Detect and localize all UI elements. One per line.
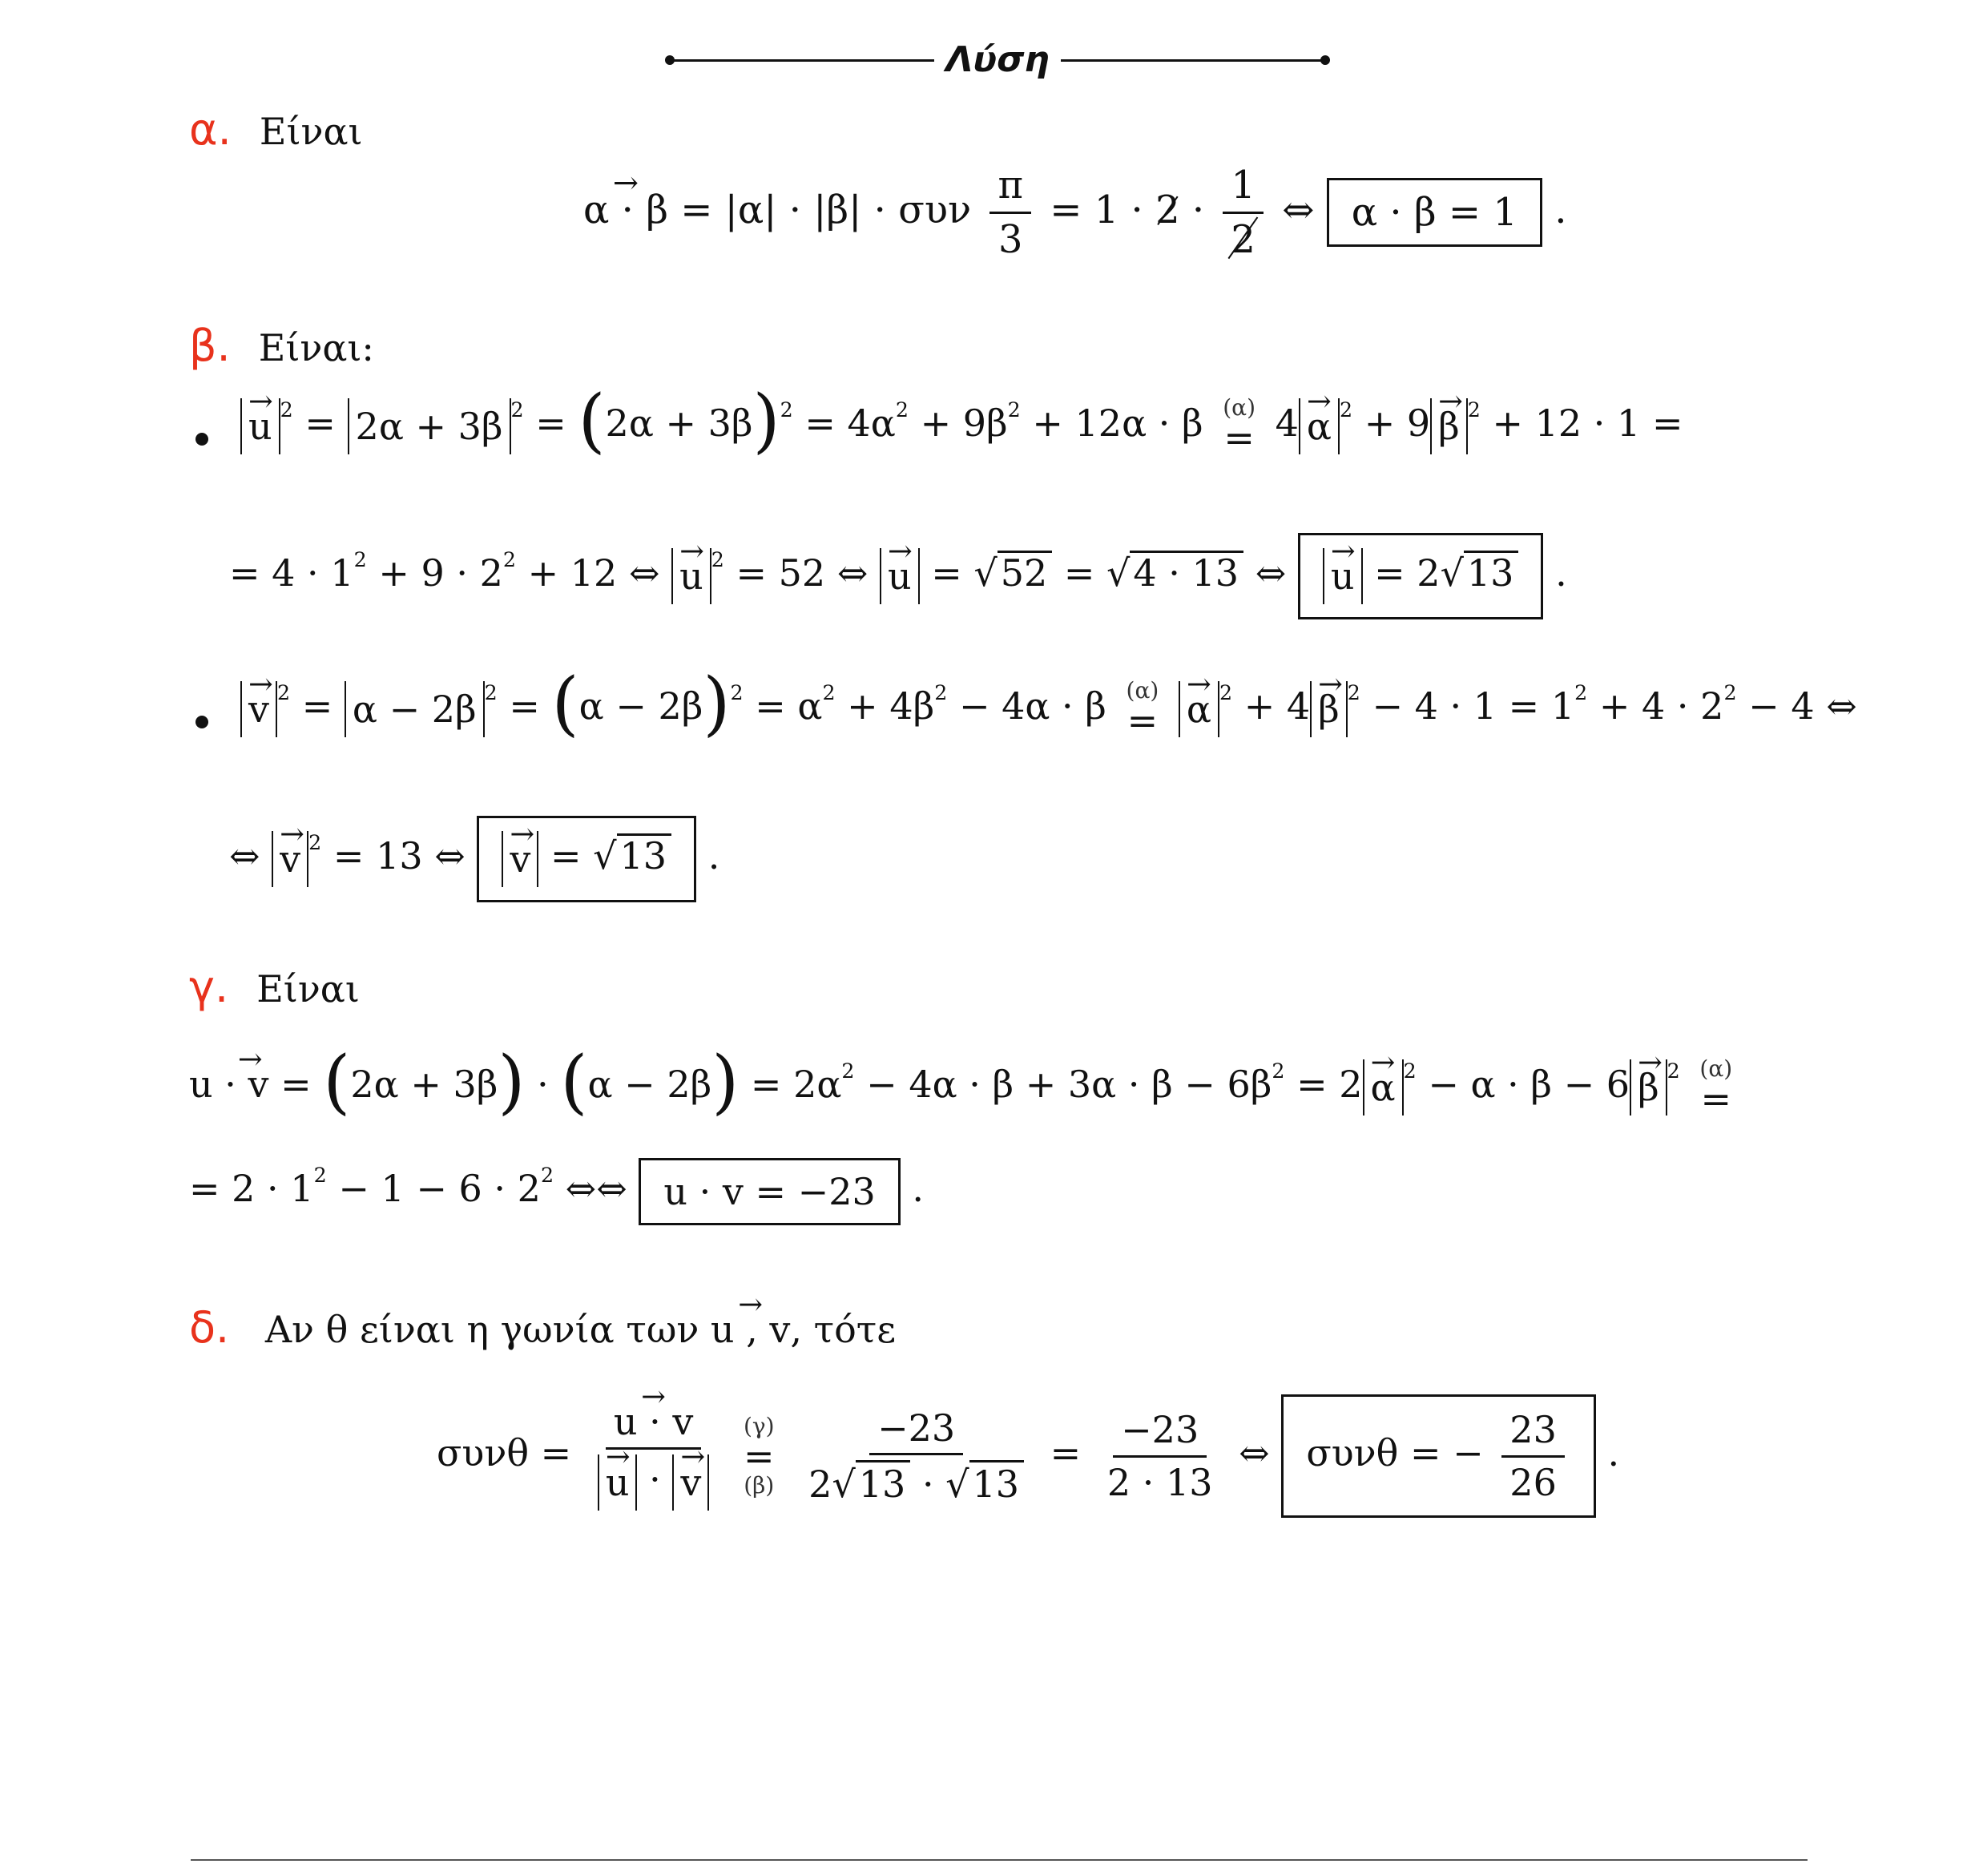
part-a-intro: Είναι xyxy=(259,110,363,153)
part-b-u-boxed-sqrt xyxy=(1440,551,1519,595)
part-b-v-sq7: 2 xyxy=(1347,680,1360,704)
part-b-bullet-v xyxy=(195,716,208,728)
part-b-v-norm-expr: α − 2β xyxy=(345,681,485,737)
part-b-v-ref xyxy=(1126,677,1159,742)
part-a-eq-mid: = |α| · |β| · συν xyxy=(680,187,972,232)
part-c-p2: α − 2β xyxy=(587,1063,712,1106)
part-c2-period: . xyxy=(912,1167,924,1210)
part-c-lparen2: ( xyxy=(560,1040,588,1123)
part-d-ref-eq: = xyxy=(743,1434,775,1479)
part-b-v-beta: → β xyxy=(1318,691,1340,728)
part-b-v-t6: + 4β xyxy=(847,684,935,728)
part-b-u-eq2: = xyxy=(535,401,566,445)
part-a-cancel-2-den: 2 xyxy=(1223,214,1264,261)
part-d-den1-u: → u xyxy=(606,1464,630,1501)
part-d-den2 xyxy=(800,1455,1032,1505)
part-b-v-line1 xyxy=(240,662,1857,744)
part-d-den2-r1: 13 xyxy=(856,1460,911,1505)
part-b-v-t8: + 4 xyxy=(1243,684,1311,728)
part-b-u-line2 xyxy=(229,533,1567,619)
part-d-den2-a: 2 xyxy=(808,1462,832,1507)
part-b-u-t5: = 4α xyxy=(804,401,896,445)
part-b-u-ref-eq: = xyxy=(1223,416,1255,459)
part-b-u-eq1: = xyxy=(304,401,336,445)
part-b-u-boxed-result xyxy=(1298,533,1544,619)
part-b-u-sq5: 2 xyxy=(1007,397,1021,422)
part-b-v-t9: − 4 · 1 = 1 xyxy=(1372,684,1575,728)
part-d-den1-v: → v xyxy=(680,1464,701,1501)
part-b-v-t5: = α xyxy=(755,684,823,728)
part-c-t2: − 4α · β + 3α · β − 6β xyxy=(866,1063,1272,1106)
part-b-u-alpha: → α xyxy=(1307,408,1332,445)
part-b-sqrt-4x13-sign: √ xyxy=(1106,551,1131,595)
part-b-u2-period: . xyxy=(1555,551,1567,595)
part-b-v2-t1: ⇔ xyxy=(229,834,260,877)
part-c-ref-eq: = xyxy=(1700,1077,1732,1120)
part-d-heading xyxy=(189,1302,896,1353)
part-d-den1 xyxy=(590,1450,718,1511)
part-b-u-ref xyxy=(1223,394,1255,459)
part-c-ref xyxy=(1699,1055,1733,1120)
part-b-v-t3: = xyxy=(509,684,540,728)
part-d-frac1 xyxy=(590,1402,718,1511)
part-d-intro-b: → u , v xyxy=(711,1308,790,1351)
part-a-pi: π xyxy=(989,164,1031,214)
part-b-u-paren-expr: 2α + 3β xyxy=(605,401,753,445)
part-b-u2-t4: = 52 ⇔ xyxy=(736,551,869,595)
part-b-v-t1: = xyxy=(301,684,333,728)
part-b-v-sq2: 2 xyxy=(484,680,498,704)
part-b-v-sq8: 2 xyxy=(1574,680,1588,704)
part-b-u-boxed-u: → u xyxy=(1331,558,1355,595)
part-b-v2-period: . xyxy=(707,834,720,877)
part-b-u2-t5: = xyxy=(931,551,962,595)
part-d-frac2 xyxy=(800,1408,1032,1505)
part-b-u-norm-expr: 2α + 3β xyxy=(348,398,511,454)
part-c-lparen1: ( xyxy=(323,1040,351,1123)
part-c-sq1: 2 xyxy=(841,1059,855,1083)
part-b-u2-t1: = 4 · 1 xyxy=(229,551,354,595)
part-a-pi-over-3 xyxy=(989,164,1031,261)
part-c-beta: → β xyxy=(1638,1069,1659,1106)
part-d-eq: = xyxy=(1050,1431,1082,1475)
part-a-boxed-result: α · β = 1 xyxy=(1327,178,1542,247)
part-b-u2-u: → u xyxy=(679,558,703,595)
part-b-v-ref-label: (α) xyxy=(1126,677,1159,704)
part-c-label: γ. xyxy=(189,962,229,1012)
part-b-v-boxed-rhs: = xyxy=(550,834,582,877)
part-c-sq3: 2 xyxy=(1403,1059,1417,1083)
part-b-u-lparen: ( xyxy=(578,379,606,462)
part-b-u-beta: → β xyxy=(1438,408,1460,445)
part-b-v-paren-expr: α − 2β xyxy=(578,684,703,728)
part-d-num3: −23 xyxy=(1113,1410,1207,1458)
part-a-three: 3 xyxy=(998,216,1023,262)
part-d-den2-r2: 13 xyxy=(969,1460,1025,1505)
part-b-u-t7: + 12α · β xyxy=(1032,401,1203,445)
part-d-den2-sqrt1-sign: √ xyxy=(832,1462,856,1507)
part-d-boxed-lhs: συνθ = − xyxy=(1306,1431,1484,1475)
part-b-v-t7: − 4α · β xyxy=(958,684,1106,728)
part-a-label: α. xyxy=(189,104,232,155)
part-d-boxed-frac xyxy=(1501,1410,1565,1503)
part-b-v-sq3: 2 xyxy=(730,680,744,704)
part-b-v-boxed-v: → v xyxy=(510,841,530,877)
part-d-den1-dot: · xyxy=(649,1457,661,1501)
part-b-u2-sq2: 2 xyxy=(502,547,516,571)
part-b-v2-sq: 2 xyxy=(308,830,322,854)
part-b-v-sq6: 2 xyxy=(1219,680,1233,704)
part-b-v-boxed-result xyxy=(477,816,696,902)
part-c-line2 xyxy=(189,1158,924,1225)
part-b-sqrt-52-sign: √ xyxy=(973,551,998,595)
part-c-alpha: → α xyxy=(1371,1069,1396,1106)
part-a-eq-after: = 1 · xyxy=(1050,187,1143,232)
part-b-v-sq9: 2 xyxy=(1723,680,1737,704)
part-a-equation xyxy=(583,164,1566,261)
part-d-period: . xyxy=(1607,1431,1620,1475)
part-c-intro: Είναι xyxy=(256,967,360,1011)
part-b-u-sq3: 2 xyxy=(780,397,793,422)
part-d-iff: ⇔ xyxy=(1239,1431,1270,1475)
part-d-intro-c: , τότε xyxy=(790,1308,897,1351)
part-c-boxed-result: u · v = −23 xyxy=(639,1158,900,1225)
part-b-v-rparen: ) xyxy=(703,662,731,744)
part-a-heading xyxy=(189,104,363,155)
part-d-num1: → u · v xyxy=(606,1402,701,1450)
part-d-num2: −23 xyxy=(869,1408,963,1456)
part-c-rparen1: ) xyxy=(498,1040,526,1123)
part-b-v2-t2: = 13 ⇔ xyxy=(333,834,466,877)
part-b-u-t6: + 9β xyxy=(920,401,1008,445)
part-c-ref-label: (α) xyxy=(1699,1055,1733,1082)
part-b-v-t10: + 4 · 2 xyxy=(1598,684,1724,728)
part-c-t3: = 2 xyxy=(1296,1063,1363,1106)
part-c2-t1: = 2 · 1 xyxy=(189,1167,314,1210)
part-b-v-ref-eq: = xyxy=(1127,699,1159,742)
part-b-sqrt-52-rad: 52 xyxy=(998,551,1053,591)
part-b-u-sq6: 2 xyxy=(1339,397,1353,422)
part-d-den2-sqrt1 xyxy=(832,1460,910,1505)
part-b-u-line1 xyxy=(240,379,1683,462)
part-b-u2-u2: → u xyxy=(888,558,912,595)
part-b-u-t9: + 9 xyxy=(1364,401,1431,445)
part-b-bullet-u xyxy=(195,433,208,446)
part-d-intro-a: Αν θ είναι η γωνία των xyxy=(264,1308,699,1351)
part-b-u2-t6: = xyxy=(1063,551,1095,595)
part-d-ref-bot: (β) xyxy=(744,1472,775,1499)
part-a-dot-lhs: → α · β xyxy=(583,191,668,229)
part-b-u2-sq1: 2 xyxy=(353,547,367,571)
part-c-p1: 2α + 3β xyxy=(350,1063,498,1106)
part-c-t1: = 2α xyxy=(750,1063,842,1106)
part-c2-sq1: 2 xyxy=(313,1163,327,1187)
part-c2-sq2: 2 xyxy=(540,1163,554,1187)
part-b-u-boxed-rhs: = 2 xyxy=(1374,551,1441,595)
part-b-sqrt-4x13 xyxy=(1106,551,1243,595)
part-b-v-sq5: 2 xyxy=(934,680,948,704)
part-b-u-symbol: → u xyxy=(248,408,272,445)
part-b-u-boxed-sqrt-rad: 13 xyxy=(1464,551,1519,591)
part-d-refs xyxy=(744,1415,775,1497)
part-a-one-half xyxy=(1223,164,1264,261)
part-c-rparen2: ) xyxy=(711,1040,740,1123)
part-b-v-sq1: 2 xyxy=(277,680,291,704)
part-c-sq2: 2 xyxy=(1272,1059,1285,1083)
footer-rule xyxy=(191,1859,1808,1861)
part-d-den2-sqrt2-sign: √ xyxy=(945,1462,969,1507)
part-c-line1 xyxy=(189,1040,1740,1123)
part-b-sqrt-52 xyxy=(973,551,1052,595)
part-d-den2-sqrt2 xyxy=(945,1460,1024,1505)
part-d-num4: 23 xyxy=(1501,1410,1565,1458)
solution-header xyxy=(665,32,1330,88)
part-b-v-alpha: → α xyxy=(1187,691,1211,728)
part-a-one: 1 xyxy=(1223,164,1264,214)
part-b-u2-t3: + 12 ⇔ xyxy=(527,551,660,595)
part-b-v-t11: − 4 ⇔ xyxy=(1748,684,1857,728)
part-b-v-sq4: 2 xyxy=(822,680,836,704)
part-c2-t3: ⇔⇔ xyxy=(565,1167,627,1210)
part-d-frac3 xyxy=(1099,1410,1221,1503)
part-b-u2-t7: ⇔ xyxy=(1255,551,1287,595)
part-c-sq4: 2 xyxy=(1667,1059,1680,1083)
part-b-label: β. xyxy=(189,321,231,371)
part-a-cancel-2: 2 xyxy=(1155,187,1180,232)
part-c2-t2: − 1 − 6 · 2 xyxy=(338,1167,541,1210)
part-b-heading xyxy=(189,321,374,371)
part-b-v-boxed-sqrt xyxy=(593,833,671,877)
header-right-rule xyxy=(1061,59,1325,62)
part-d-den2-dot: · xyxy=(921,1462,934,1507)
part-a-period: . xyxy=(1554,187,1567,232)
part-b-u-sq4: 2 xyxy=(895,397,909,422)
part-b-sqrt-4x13-rad: 4 · 13 xyxy=(1130,551,1243,591)
part-b-u-boxed-sqrt-sign: √ xyxy=(1440,551,1464,595)
part-c-t4: − α · β − 6 xyxy=(1428,1063,1630,1106)
part-c-heading xyxy=(189,962,360,1012)
part-b-v-lparen: ( xyxy=(551,662,579,744)
part-d-den3: 2 · 13 xyxy=(1106,1460,1213,1504)
part-b-u-sq: 2 xyxy=(280,397,293,422)
part-c-dot: · xyxy=(537,1063,549,1106)
part-d-boxed-result xyxy=(1281,1394,1596,1518)
part-d-label: δ. xyxy=(189,1302,230,1353)
part-d-equation xyxy=(437,1394,1619,1518)
part-b-u-t8: 4 xyxy=(1275,401,1299,445)
part-b-u2-sq3: 2 xyxy=(711,547,724,571)
part-d-lhs: συνθ = xyxy=(437,1431,572,1475)
part-d-ref-top: (γ) xyxy=(743,1413,775,1440)
header-title: Λύση xyxy=(945,39,1050,80)
header-right-dot xyxy=(1320,55,1330,65)
part-b-u-ref-label: (α) xyxy=(1223,394,1255,421)
part-b-u-sq7: 2 xyxy=(1467,397,1481,422)
part-a-dot: · xyxy=(1191,187,1205,232)
part-b-v-boxed-sqrt-sign: √ xyxy=(593,834,617,877)
part-b-u-sq2: 2 xyxy=(510,397,524,422)
part-b-u-t10: + 12 · 1 = xyxy=(1492,401,1683,445)
part-a-iff: ⇔ xyxy=(1282,187,1315,232)
part-b-v-line2 xyxy=(229,816,719,902)
part-b-intro: Είναι: xyxy=(258,326,374,369)
part-b-u2-t2: + 9 · 2 xyxy=(378,551,503,595)
part-b-v-symbol: → v xyxy=(248,691,269,728)
part-d-den4: 26 xyxy=(1509,1460,1557,1504)
part-b-v2-v: → v xyxy=(280,841,300,877)
part-b-v-boxed-sqrt-rad: 13 xyxy=(617,833,672,874)
part-c-lhs: → u · v = xyxy=(189,1066,312,1103)
part-b-u-rparen: ) xyxy=(752,379,780,462)
